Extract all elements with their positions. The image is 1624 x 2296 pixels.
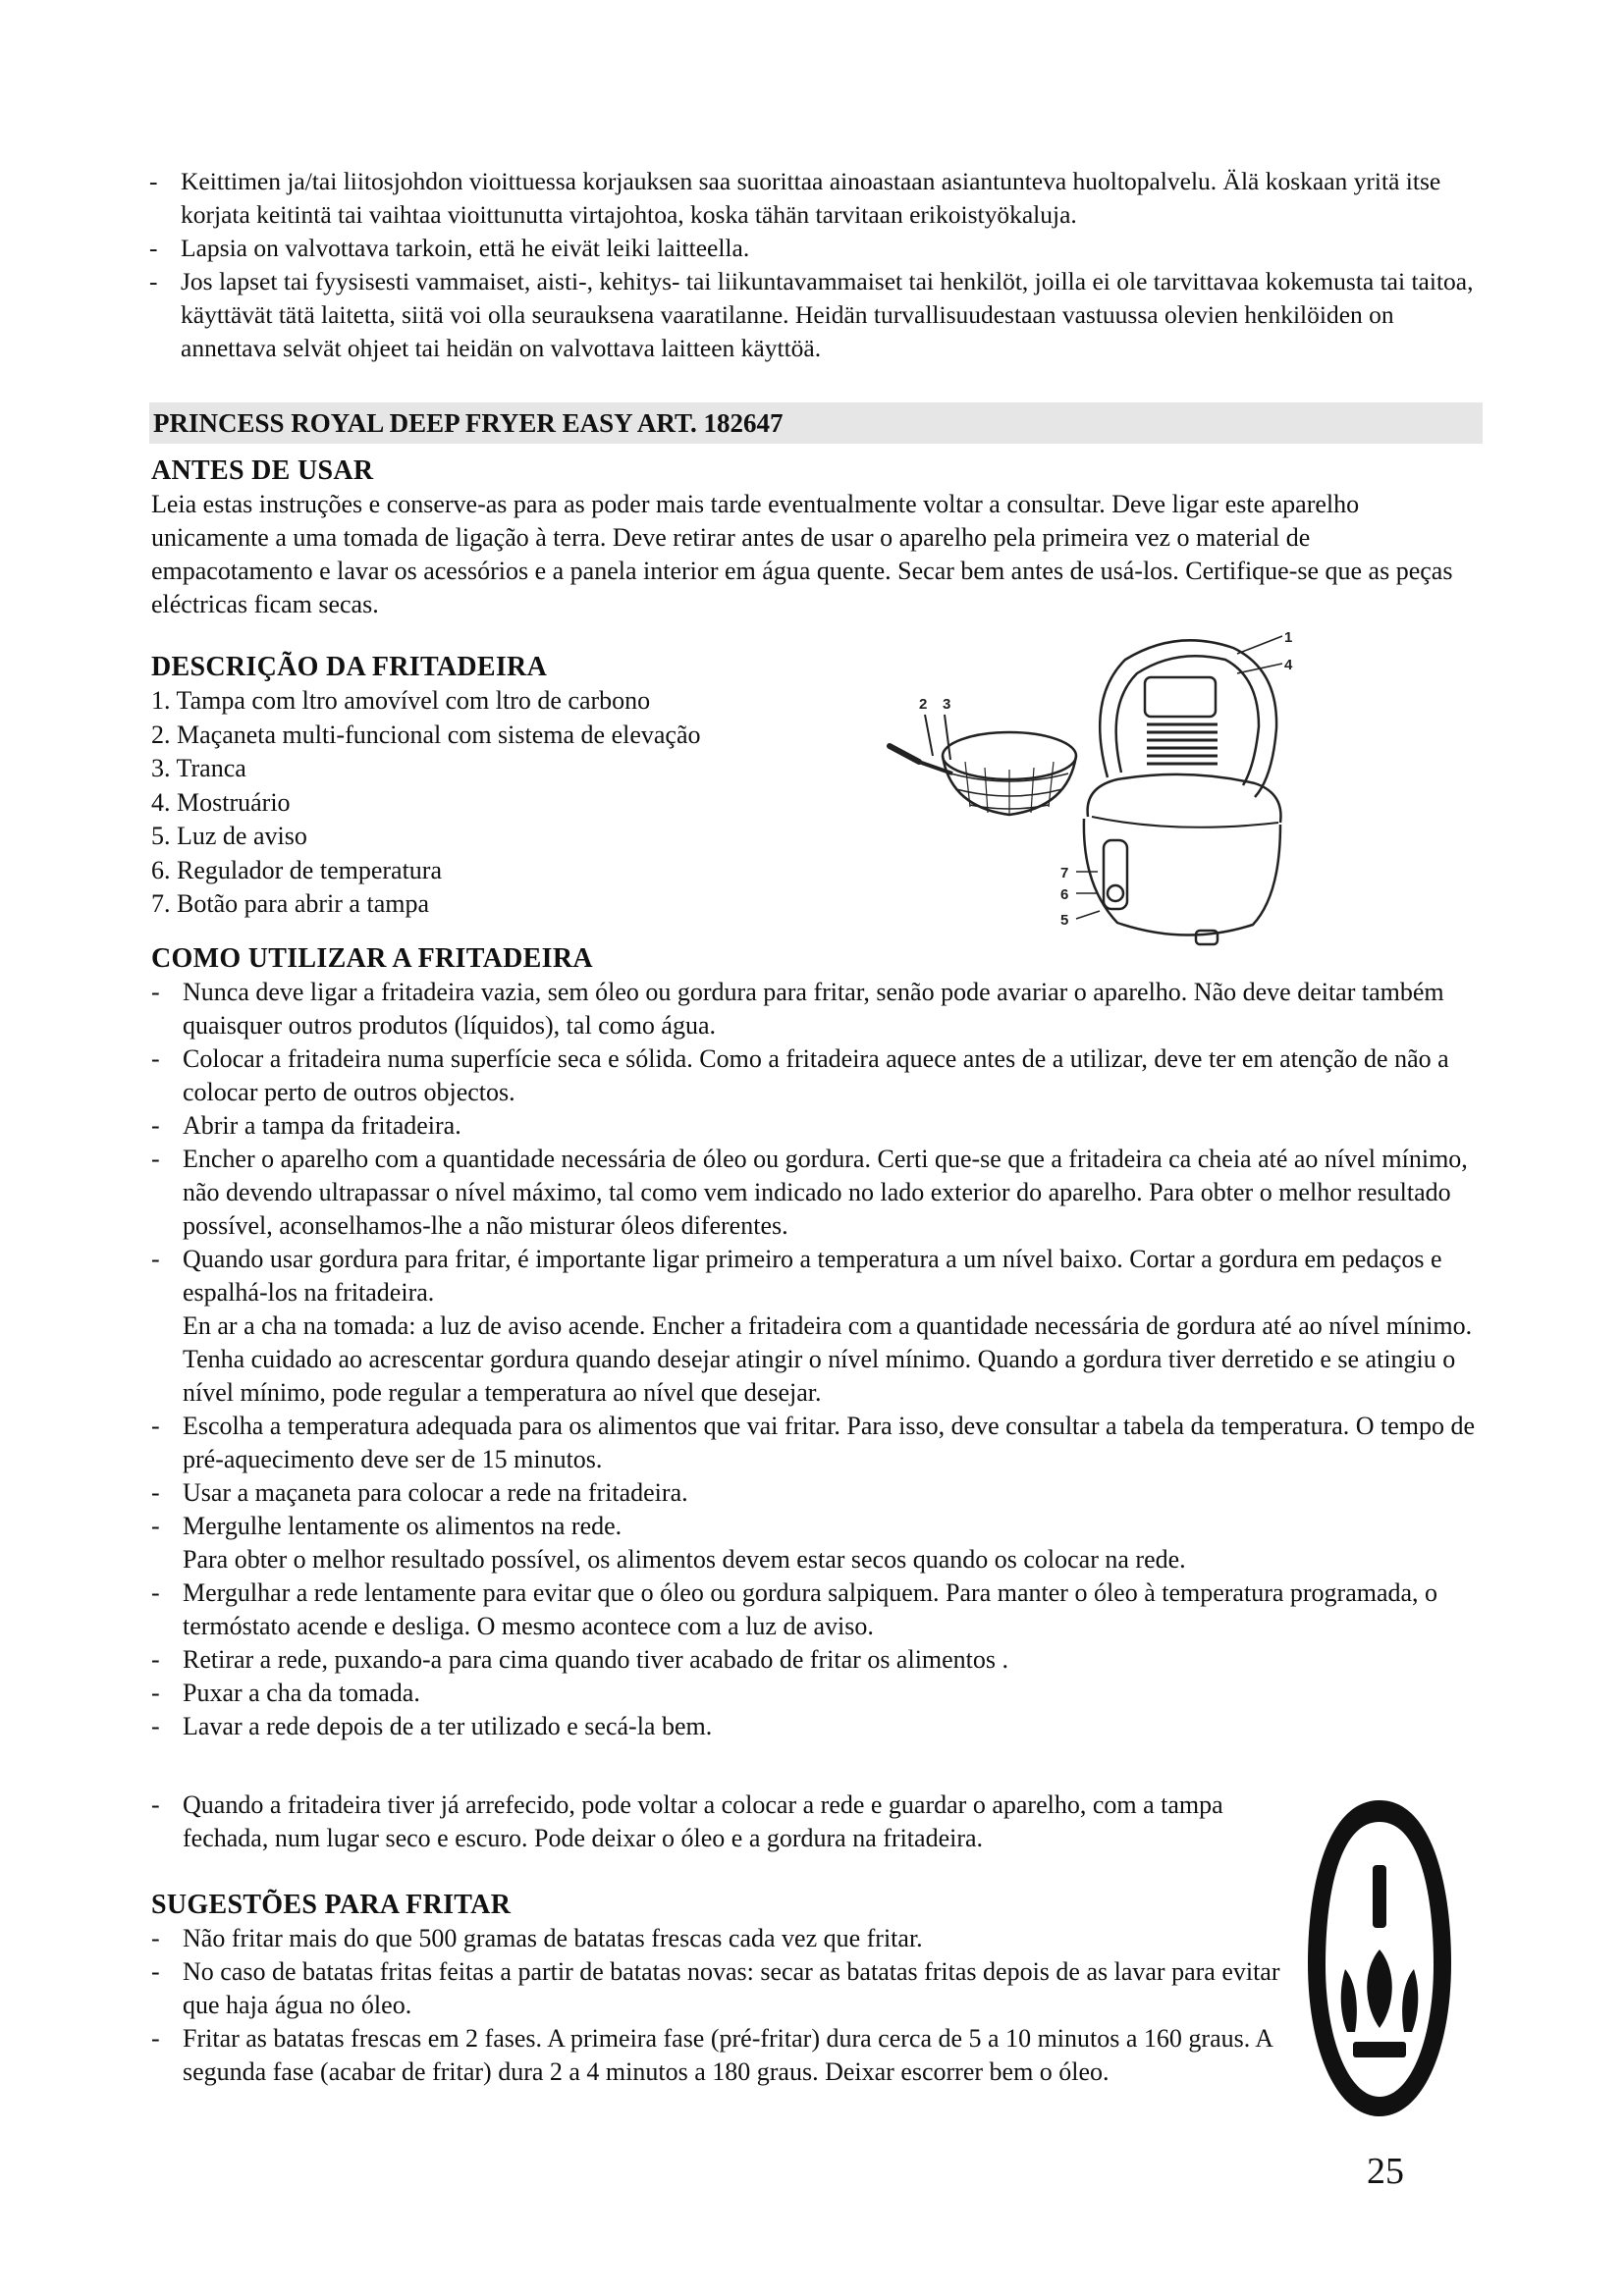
list-item-continuation: Para obter o melhor resultado possível, os alimentos devem estar secos quando os colocar na rede.	[183, 1545, 1186, 1574]
callout-4: 4	[1284, 657, 1293, 673]
fryer-illustration	[852, 630, 1304, 954]
list-item: - Lavar a rede depois de a ter utilizado e secá-la bem.	[151, 1710, 1487, 1743]
basket-drawing	[890, 715, 1076, 815]
fryer-body-drawing	[1084, 640, 1281, 944]
list-item: - Colocar a fritadeira numa superfície seca e sólida. Como a fritadeira aquece antes de a utilizar, deve ter em atenção de não a colocar perto de outros objectos.	[151, 1042, 1487, 1109]
list-item: 3. Tranca	[151, 754, 246, 782]
callout-1: 1	[1284, 630, 1293, 646]
list-item: - Nunca deve ligar a fritadeira vazia, sem óleo ou gordura para fritar, senão pode avariar o aparelho. Não deve deitar também quaisquer outros produtos (líquidos), tal como água.	[151, 976, 1487, 1042]
list-item: - No caso de batatas fritas feitas a partir de batatas novas: secar as batatas fritas depois de as lavar para evitar que haja água no óleo.	[151, 1955, 1290, 2022]
como-list-tail	[151, 1789, 1310, 1855]
parts-list	[151, 684, 839, 922]
list-item: - Escolha a temperatura adequada para os alimentos que vai fritar. Para isso, deve consultar a tabela da temperatura. O tempo de pré-aquecimento deve ser de 15 minutos.	[151, 1410, 1487, 1476]
sugestoes-heading: SUGESTÕES PARA FRITAR	[151, 1890, 512, 1920]
list-item: 6. Regulador de temperatura	[151, 855, 442, 884]
como-list	[151, 976, 1487, 1743]
list-item: - Retirar a rede, puxando-a para cima quando tiver acabado de fritar os alimentos .	[151, 1643, 1487, 1677]
finnish-safety-list	[149, 165, 1485, 365]
antes-paragraph: Leia estas instruções e conserve-as para as poder mais tarde eventualmente voltar a consultar. Deve ligar este aparelho unicamente a uma tomada de ligação à terra. Deve retirar antes de usar o aparelho pela primeira vez o material de empacotamento e lavar os acessórios e a panela interior em água quente. Secar bem antes de usá-los. Certifique-se que as peças eléctricas ficam secas.	[151, 490, 1453, 618]
list-item: - Fritar as batatas frescas em 2 fases. A primeira fase (pré-fritar) dura cerca de 5 a 10 minutos a 160 graus. A segunda fase (acabar de fritar) dura 2 a 4 minutos a 180 graus. Deixar escorrer bem o óleo.	[151, 2022, 1290, 2089]
list-item: - Usar a maçaneta para colocar a rede na fritadeira.	[151, 1476, 1487, 1510]
list-item: 7. Botão para abrir a tampa	[151, 889, 429, 918]
fryer-symbol-icon	[1306, 1796, 1453, 2120]
callout-7: 7	[1060, 865, 1069, 881]
descricao-heading: DESCRIÇÃO DA FRITADEIRA	[151, 652, 548, 682]
list-item: - Encher o aparelho com a quantidade necessária de óleo ou gordura. Certi que-se que a fritadeira ca cheia até ao nível mínimo, não devendo ultrapassar o nível máximo, tal como vem indicado no lado exterior do aparelho. Para obter o melhor resultado possível, aconselhamos-lhe a não misturar óleos diferentes.	[151, 1143, 1487, 1243]
list-item: 1. Tampa com ltro amovível com ltro de carbono	[151, 686, 651, 715]
list-item: - Abrir a tampa da fritadeira.	[151, 1109, 1487, 1143]
article-title-bar: PRINCESS ROYAL DEEP FRYER EASY ART. 182647	[149, 402, 1483, 444]
list-item: - Keittimen ja/tai liitosjohdon vioittuessa korjauksen saa suorittaa ainoastaan asiantunteva huoltopalvelu. Älä koskaan yritä itse korjata keitintä tai vaihtaa vioittunutta virtajohtoa, koska tähän tarvitaan erikoistyökaluja.	[149, 165, 1485, 232]
list-item: - Puxar a cha da tomada.	[151, 1677, 1487, 1710]
list-item: - Lapsia on valvottava tarkoin, että he eivät leiki laitteella.	[149, 232, 1485, 265]
callout-6: 6	[1060, 886, 1069, 903]
antes-heading: ANTES DE USAR	[151, 455, 374, 486]
list-item: - Mergulhe lentamente os alimentos na rede.	[151, 1510, 1487, 1543]
callout-3: 3	[943, 696, 951, 713]
list-item: - Não fritar mais do que 500 gramas de batatas frescas cada vez que fritar.	[151, 1922, 1290, 1955]
sugestoes-list	[151, 1922, 1290, 2089]
como-heading: COMO UTILIZAR A FRITADEIRA	[151, 943, 593, 974]
list-item: - Mergulhar a rede lentamente para evitar que o óleo ou gordura salpiquem. Para manter o óleo à temperatura programada, o termóstato acende e desliga. O mesmo acontece com a luz de aviso.	[151, 1576, 1487, 1643]
list-item: - Quando usar gordura para fritar, é importante ligar primeiro a temperatura a um nível baixo. Cortar a gordura em pedaços e espalhá-los na fritadeira.	[151, 1243, 1487, 1309]
list-item: - Jos lapset tai fyysisesti vammaiset, aisti-, kehitys- tai liikuntavammaiset tai henkilöt, joilla ei ole tarvittavaa kokemusta tai taitoa, käyttävät tätä laitetta, siitä voi olla seurauksena vaaratilanne. Heidän turvallisuudestaan vastuussa olevien henkilöiden on annettava selvät ohjeet tai heidän on valvottava laitteen käyttöä.	[149, 265, 1485, 365]
list-item-continuation: En ar a cha na tomada: a luz de aviso acende. Encher a fritadeira com a quantidade necessária de gordura até ao nível mínimo. Tenha cuidado ao acrescentar gordura quando desejar atingir o nível mínimo. Quando a gordura tiver derretido e se atingiu o nível mínimo, pode regular a temperatura ao nível que desejar.	[183, 1311, 1473, 1407]
list-item: 5. Luz de aviso	[151, 822, 307, 850]
page-number: 25	[1367, 2151, 1404, 2192]
list-item: 2. Maçaneta multi-funcional com sistema de elevação	[151, 720, 701, 749]
list-item: - Quando a fritadeira tiver já arrefecido, pode voltar a colocar a rede e guardar o aparelho, com a tampa fechada, num lugar seco e escuro. Pode deixar o óleo e a gordura na fritadeira.	[151, 1789, 1310, 1855]
list-item: 4. Mostruário	[151, 787, 291, 817]
callout-5: 5	[1060, 912, 1069, 929]
callout-2: 2	[919, 696, 928, 713]
